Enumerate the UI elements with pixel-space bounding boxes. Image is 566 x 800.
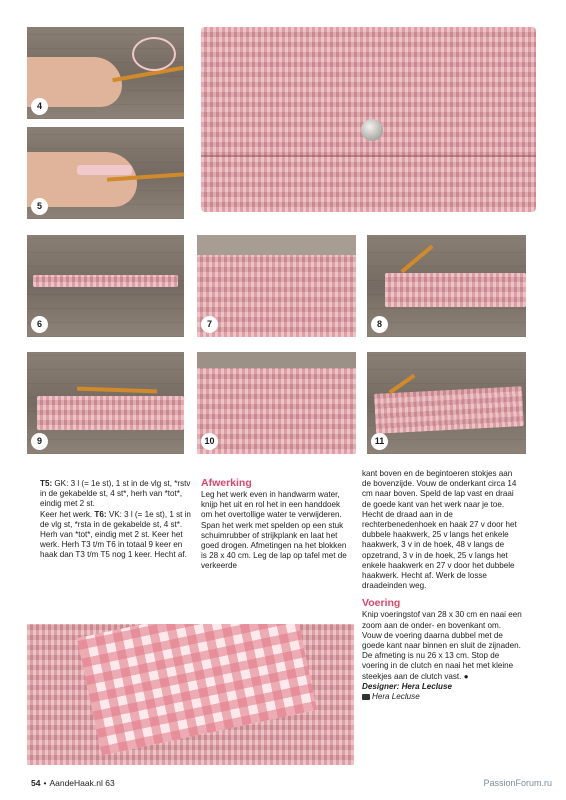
body-text: Knip voeringstof van 28 x 30 cm en naai een zoom aan de onder- en bovenkant om. Vouw de voering daarna dubbel met de goede kant naar binnen en sluit de zijnaden. De afmeting is nu 26 x 13 cm. Stop de voering in de clutch en naai het met kleine steekjes aan de clutch vast. — [362, 610, 522, 681]
shell-button — [361, 119, 383, 141]
designer-credit: Designer: Hera Lecluse — [362, 681, 452, 691]
body-text: kant boven en de begintoeren stokjes aan de bovenzijde. Vouw de onderkant circa 14 cm naar boven. Speld de lap vast en draai de goede kant van het werk naar je toe. — [362, 469, 517, 509]
body-text: Leg het werk even in handwarm water, knijp het uit en rol het in een handdoek om het overtollige water te verwijderen. Span het werk met spelden op een stuk schuimrubber of strijkplank en laat het goed drogen. Afmetingen na het blokken is 28 x 40 cm. Leg de lap op tafel met de verkeerde — [201, 490, 347, 571]
clutch-photo — [193, 27, 540, 219]
section-heading: Voering — [362, 597, 401, 610]
lining-photo — [27, 624, 354, 765]
row-label: T5: — [40, 479, 53, 488]
row-instructions: VK: 3 l (= 1e st), 1 st in de vlg st, *rsta in de gekabelde st, 4 st*. Herh van *tot*, eindig met 2 st. Keer het werk. Herh T3 t/m T6 in totaal 9 keer en haak dan T3 t/m T5 nog 1 keer. Hecht af. — [40, 509, 191, 560]
watermark: PassionForum.ru — [483, 778, 552, 788]
page-footer — [31, 778, 115, 788]
row-instructions: Keer het werk. — [40, 509, 93, 519]
magazine-name: AandeHaak.nl 63 — [49, 778, 115, 788]
photo-credit: Hera Lecluse — [372, 692, 420, 702]
camera-icon — [362, 694, 370, 700]
photo-step-9 — [27, 352, 184, 454]
row-label: T6: — [92, 509, 107, 519]
photo-step-8 — [367, 235, 526, 337]
section-heading: Afwerking — [201, 477, 252, 489]
photo-step-11 — [367, 352, 526, 454]
photo-step-7 — [197, 235, 356, 337]
pattern-rows-column — [40, 479, 192, 561]
footer-separator: • — [43, 778, 47, 788]
row-instructions: GK: 3 l (= 1e st), 1 st in de vlg st, *rstv in de gekabelde st, 4 st*, herh van *tot*, eindig met 2 st. — [40, 479, 191, 509]
finishing-column — [201, 477, 353, 572]
step-number: 11 — [371, 433, 388, 450]
step-number: 5 — [31, 198, 48, 215]
page-number: 54 — [31, 778, 41, 788]
step-number: 10 — [201, 433, 218, 450]
step-number: 9 — [31, 433, 48, 450]
photo-step-5 — [27, 127, 184, 219]
photo-step-10 — [197, 352, 356, 454]
step-number: 8 — [371, 316, 388, 333]
photo-step-6 — [27, 235, 184, 337]
body-text: Hecht de draad aan in de rechterbenedenhoek en haak 27 v door het dubbele haakwerk, 25 v langs het enkele haakwerk, 3 v in de hoek, 48 v langs de opzetrand, 3 v in de hoek, 25 v langs het enkele haakwerk en 27 v door het dubbele haakwerk. Hecht af. Werk de losse draadeinden weg. — [362, 509, 517, 591]
photo-step-4 — [27, 27, 184, 119]
end-mark: ● — [463, 671, 469, 681]
assembly-column — [362, 469, 522, 702]
step-number: 6 — [31, 316, 48, 333]
step-number: 4 — [31, 98, 48, 115]
step-number: 7 — [201, 316, 218, 333]
